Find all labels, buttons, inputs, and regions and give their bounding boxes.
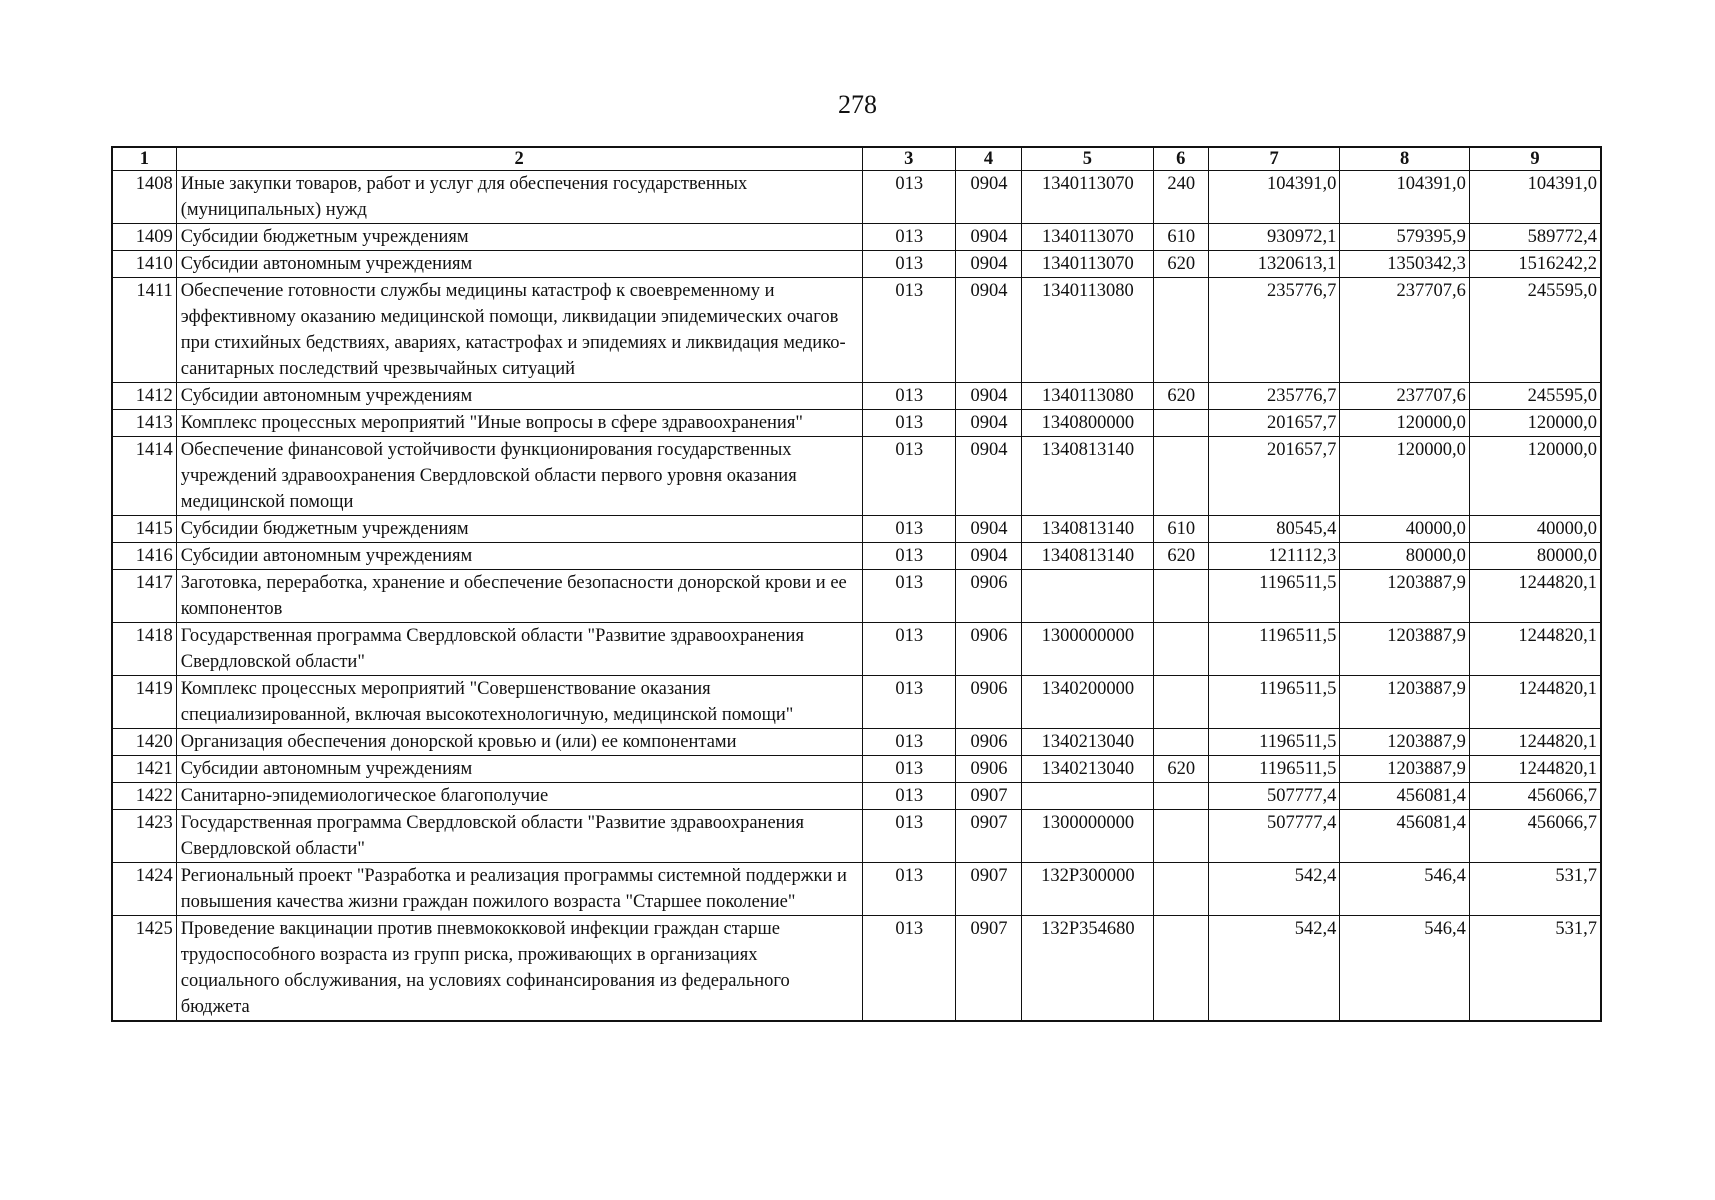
table-row <box>112 676 1601 729</box>
target-article-cell: 1340813140 <box>1022 543 1154 570</box>
target-article-cell: 1340813140 <box>1022 516 1154 543</box>
amount-year2-cell: 1203887,9 <box>1340 729 1470 756</box>
row-description-cell: Иные закупки товаров, работ и услуг для обеспечения государственных (муниципальных) нужд <box>176 171 862 224</box>
table-row <box>112 863 1601 916</box>
amount-year2-cell: 456081,4 <box>1340 783 1470 810</box>
ministry-code-cell: 013 <box>862 916 955 1022</box>
section-code-cell: 0904 <box>955 543 1021 570</box>
target-article-cell: 1340113080 <box>1022 383 1154 410</box>
target-article-cell: 1340113070 <box>1022 224 1154 251</box>
amount-year3-cell: 120000,0 <box>1469 410 1601 437</box>
row-number-cell: 1422 <box>112 783 176 810</box>
ministry-code-cell: 013 <box>862 783 955 810</box>
table-header-row <box>112 147 1601 171</box>
row-number-cell: 1423 <box>112 810 176 863</box>
section-code-cell: 0906 <box>955 756 1021 783</box>
amount-year1-cell: 235776,7 <box>1208 383 1340 410</box>
table-row <box>112 783 1601 810</box>
amount-year2-cell: 1203887,9 <box>1340 756 1470 783</box>
amount-year1-cell: 1196511,5 <box>1208 623 1340 676</box>
expense-type-cell <box>1153 278 1208 383</box>
row-number-cell: 1408 <box>112 171 176 224</box>
ministry-code-cell: 013 <box>862 623 955 676</box>
amount-year1-cell: 1196511,5 <box>1208 676 1340 729</box>
row-description-cell: Обеспечение финансовой устойчивости функционирования государственных учреждений здравоохранения Свердловской области первого уровня оказания медицинской помощи <box>176 437 862 516</box>
amount-year1-cell: 542,4 <box>1208 863 1340 916</box>
amount-year1-cell: 507777,4 <box>1208 783 1340 810</box>
expense-type-cell: 620 <box>1153 543 1208 570</box>
table-row <box>112 729 1601 756</box>
target-article-cell: 1300000000 <box>1022 623 1154 676</box>
amount-year1-cell: 235776,7 <box>1208 278 1340 383</box>
row-description-cell: Субсидии автономным учреждениям <box>176 383 862 410</box>
row-description-cell: Субсидии бюджетным учреждениям <box>176 224 862 251</box>
section-code-cell: 0907 <box>955 863 1021 916</box>
row-description-cell: Государственная программа Свердловской области "Развитие здравоохранения Свердловской области" <box>176 623 862 676</box>
amount-year3-cell: 531,7 <box>1469 863 1601 916</box>
expense-type-cell: 620 <box>1153 383 1208 410</box>
section-code-cell: 0904 <box>955 278 1021 383</box>
section-code-cell: 0904 <box>955 437 1021 516</box>
amount-year1-cell: 1196511,5 <box>1208 570 1340 623</box>
target-article-cell: 1340800000 <box>1022 410 1154 437</box>
target-article-cell: 132P300000 <box>1022 863 1154 916</box>
amount-year2-cell: 1350342,3 <box>1340 251 1470 278</box>
expense-type-cell <box>1153 863 1208 916</box>
section-code-cell: 0907 <box>955 916 1021 1022</box>
table-row <box>112 570 1601 623</box>
amount-year2-cell: 80000,0 <box>1340 543 1470 570</box>
section-code-cell: 0904 <box>955 171 1021 224</box>
table-row <box>112 623 1601 676</box>
expense-type-cell <box>1153 410 1208 437</box>
row-number-cell: 1414 <box>112 437 176 516</box>
expense-type-cell <box>1153 729 1208 756</box>
expense-type-cell <box>1153 676 1208 729</box>
ministry-code-cell: 013 <box>862 171 955 224</box>
amount-year3-cell: 456066,7 <box>1469 783 1601 810</box>
expense-type-cell <box>1153 810 1208 863</box>
budget-table <box>111 146 1602 1022</box>
section-code-cell: 0906 <box>955 676 1021 729</box>
row-description-cell: Государственная программа Свердловской области "Развитие здравоохранения Свердловской области" <box>176 810 862 863</box>
target-article-cell: 1340813140 <box>1022 437 1154 516</box>
table-row <box>112 543 1601 570</box>
table-row <box>112 410 1601 437</box>
row-description-cell: Санитарно-эпидемиологическое благополучие <box>176 783 862 810</box>
column-header: 5 <box>1022 147 1154 171</box>
row-number-cell: 1425 <box>112 916 176 1022</box>
row-number-cell: 1421 <box>112 756 176 783</box>
amount-year1-cell: 930972,1 <box>1208 224 1340 251</box>
target-article-cell: 1340113070 <box>1022 171 1154 224</box>
amount-year3-cell: 531,7 <box>1469 916 1601 1022</box>
ministry-code-cell: 013 <box>862 756 955 783</box>
amount-year1-cell: 201657,7 <box>1208 410 1340 437</box>
expense-type-cell: 620 <box>1153 756 1208 783</box>
column-header: 3 <box>862 147 955 171</box>
row-description-cell: Обеспечение готовности службы медицины катастроф к своевременному и эффективному оказанию медицинской помощи, ликвидации эпидемических очагов при стихийных бедствиях, авариях, катастрофах и эпидемиях и ликвидация медико-санитарных последствий чрезвычайных ситуаций <box>176 278 862 383</box>
target-article-cell: 1300000000 <box>1022 810 1154 863</box>
row-number-cell: 1415 <box>112 516 176 543</box>
section-code-cell: 0904 <box>955 224 1021 251</box>
amount-year1-cell: 1320613,1 <box>1208 251 1340 278</box>
ministry-code-cell: 013 <box>862 729 955 756</box>
row-number-cell: 1419 <box>112 676 176 729</box>
amount-year3-cell: 1244820,1 <box>1469 676 1601 729</box>
amount-year1-cell: 121112,3 <box>1208 543 1340 570</box>
column-header: 7 <box>1208 147 1340 171</box>
table-row <box>112 224 1601 251</box>
amount-year2-cell: 1203887,9 <box>1340 570 1470 623</box>
target-article-cell <box>1022 570 1154 623</box>
amount-year1-cell: 542,4 <box>1208 916 1340 1022</box>
expense-type-cell <box>1153 623 1208 676</box>
expense-type-cell: 610 <box>1153 516 1208 543</box>
amount-year3-cell: 1516242,2 <box>1469 251 1601 278</box>
column-header: 8 <box>1340 147 1470 171</box>
row-description-cell: Организация обеспечения донорской кровью и (или) ее компонентами <box>176 729 862 756</box>
expense-type-cell <box>1153 437 1208 516</box>
target-article-cell: 1340200000 <box>1022 676 1154 729</box>
row-number-cell: 1420 <box>112 729 176 756</box>
amount-year3-cell: 1244820,1 <box>1469 623 1601 676</box>
ministry-code-cell: 013 <box>862 570 955 623</box>
ministry-code-cell: 013 <box>862 810 955 863</box>
section-code-cell: 0906 <box>955 623 1021 676</box>
amount-year2-cell: 546,4 <box>1340 916 1470 1022</box>
section-code-cell: 0906 <box>955 570 1021 623</box>
row-description-cell: Субсидии автономным учреждениям <box>176 251 862 278</box>
ministry-code-cell: 013 <box>862 543 955 570</box>
amount-year1-cell: 1196511,5 <box>1208 756 1340 783</box>
table-row <box>112 516 1601 543</box>
amount-year3-cell: 245595,0 <box>1469 383 1601 410</box>
ministry-code-cell: 013 <box>862 437 955 516</box>
amount-year2-cell: 40000,0 <box>1340 516 1470 543</box>
table-row <box>112 383 1601 410</box>
expense-type-cell: 620 <box>1153 251 1208 278</box>
page-number: 278 <box>838 90 877 119</box>
row-description-cell: Субсидии бюджетным учреждениям <box>176 516 862 543</box>
target-article-cell: 1340113080 <box>1022 278 1154 383</box>
amount-year2-cell: 456081,4 <box>1340 810 1470 863</box>
row-description-cell: Субсидии автономным учреждениям <box>176 756 862 783</box>
target-article-cell <box>1022 783 1154 810</box>
column-header: 4 <box>955 147 1021 171</box>
ministry-code-cell: 013 <box>862 224 955 251</box>
column-header: 1 <box>112 147 176 171</box>
target-article-cell: 1340213040 <box>1022 729 1154 756</box>
table-body <box>112 171 1601 1022</box>
section-code-cell: 0907 <box>955 783 1021 810</box>
ministry-code-cell: 013 <box>862 383 955 410</box>
target-article-cell: 1340113070 <box>1022 251 1154 278</box>
row-description-cell: Комплекс процессных мероприятий "Иные вопросы в сфере здравоохранения" <box>176 410 862 437</box>
ministry-code-cell: 013 <box>862 410 955 437</box>
amount-year2-cell: 579395,9 <box>1340 224 1470 251</box>
amount-year3-cell: 1244820,1 <box>1469 729 1601 756</box>
amount-year3-cell: 245595,0 <box>1469 278 1601 383</box>
section-code-cell: 0904 <box>955 410 1021 437</box>
row-description-cell: Проведение вакцинации против пневмококковой инфекции граждан старше трудоспособного возраста из групп риска, проживающих в организациях социального обслуживания, на условиях софинансирования из федерального бюджета <box>176 916 862 1022</box>
section-code-cell: 0904 <box>955 251 1021 278</box>
amount-year3-cell: 120000,0 <box>1469 437 1601 516</box>
expense-type-cell <box>1153 916 1208 1022</box>
amount-year1-cell: 104391,0 <box>1208 171 1340 224</box>
expense-type-cell <box>1153 783 1208 810</box>
amount-year2-cell: 104391,0 <box>1340 171 1470 224</box>
amount-year2-cell: 1203887,9 <box>1340 676 1470 729</box>
expense-type-cell <box>1153 570 1208 623</box>
expense-type-cell: 610 <box>1153 224 1208 251</box>
expense-type-cell: 240 <box>1153 171 1208 224</box>
target-article-cell: 132P354680 <box>1022 916 1154 1022</box>
amount-year2-cell: 1203887,9 <box>1340 623 1470 676</box>
table-row <box>112 437 1601 516</box>
row-description-cell: Заготовка, переработка, хранение и обеспечение безопасности донорской крови и ее компонентов <box>176 570 862 623</box>
section-code-cell: 0904 <box>955 516 1021 543</box>
amount-year3-cell: 104391,0 <box>1469 171 1601 224</box>
column-header: 9 <box>1469 147 1601 171</box>
amount-year3-cell: 1244820,1 <box>1469 570 1601 623</box>
table-row <box>112 251 1601 278</box>
row-description-cell: Региональный проект "Разработка и реализация программы системной поддержки и повышения качества жизни граждан пожилого возраста "Старшее поколение" <box>176 863 862 916</box>
ministry-code-cell: 013 <box>862 278 955 383</box>
row-number-cell: 1424 <box>112 863 176 916</box>
section-code-cell: 0906 <box>955 729 1021 756</box>
ministry-code-cell: 013 <box>862 676 955 729</box>
amount-year2-cell: 120000,0 <box>1340 437 1470 516</box>
amount-year3-cell: 589772,4 <box>1469 224 1601 251</box>
table-row <box>112 171 1601 224</box>
amount-year1-cell: 80545,4 <box>1208 516 1340 543</box>
amount-year3-cell: 456066,7 <box>1469 810 1601 863</box>
amount-year3-cell: 1244820,1 <box>1469 756 1601 783</box>
amount-year1-cell: 201657,7 <box>1208 437 1340 516</box>
amount-year2-cell: 237707,6 <box>1340 383 1470 410</box>
row-number-cell: 1409 <box>112 224 176 251</box>
amount-year3-cell: 40000,0 <box>1469 516 1601 543</box>
row-number-cell: 1410 <box>112 251 176 278</box>
row-number-cell: 1412 <box>112 383 176 410</box>
amount-year1-cell: 507777,4 <box>1208 810 1340 863</box>
amount-year2-cell: 546,4 <box>1340 863 1470 916</box>
ministry-code-cell: 013 <box>862 516 955 543</box>
column-header: 2 <box>176 147 862 171</box>
table-row <box>112 278 1601 383</box>
amount-year2-cell: 120000,0 <box>1340 410 1470 437</box>
section-code-cell: 0904 <box>955 383 1021 410</box>
amount-year1-cell: 1196511,5 <box>1208 729 1340 756</box>
table-row <box>112 916 1601 1022</box>
table-row <box>112 810 1601 863</box>
column-header: 6 <box>1153 147 1208 171</box>
row-description-cell: Субсидии автономным учреждениям <box>176 543 862 570</box>
row-number-cell: 1417 <box>112 570 176 623</box>
ministry-code-cell: 013 <box>862 251 955 278</box>
amount-year2-cell: 237707,6 <box>1340 278 1470 383</box>
table-row <box>112 756 1601 783</box>
ministry-code-cell: 013 <box>862 863 955 916</box>
row-description-cell: Комплекс процессных мероприятий "Совершенствование оказания специализированной, включая высокотехнологичную, медицинской помощи" <box>176 676 862 729</box>
row-number-cell: 1416 <box>112 543 176 570</box>
row-number-cell: 1418 <box>112 623 176 676</box>
row-number-cell: 1413 <box>112 410 176 437</box>
amount-year3-cell: 80000,0 <box>1469 543 1601 570</box>
target-article-cell: 1340213040 <box>1022 756 1154 783</box>
section-code-cell: 0907 <box>955 810 1021 863</box>
row-number-cell: 1411 <box>112 278 176 383</box>
